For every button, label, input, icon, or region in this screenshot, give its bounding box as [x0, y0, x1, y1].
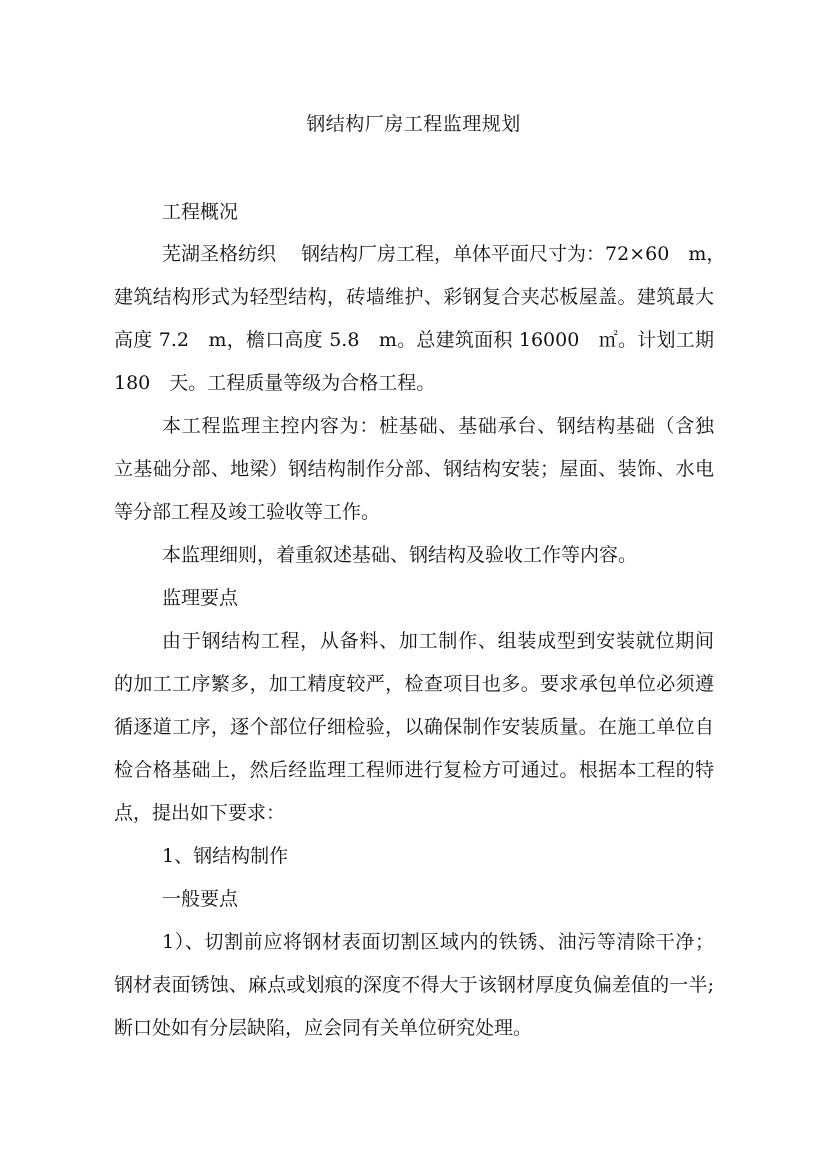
paragraph-line: 180 天。工程质量等级为合格工程。: [114, 372, 436, 394]
paragraph-line: 的加工工序繁多，加工精度较严，检查项目也多。要求承包单位必须遵: [114, 673, 714, 695]
paragraph-line: 本工程监理主控内容为：桩基础、基础承台、钢结构基础（含独: [162, 415, 714, 437]
paragraph-line: 由于钢结构工程，从备料、加工制作、组装成型到安装就位期间: [162, 630, 714, 652]
paragraph-line: 立基础分部、地梁）钢结构制作分部、钢结构安装；屋面、装饰、水电: [114, 458, 714, 480]
paragraph-line: 循逐道工序，逐个部位仔细检验，以确保制作安装质量。在施工单位自: [114, 716, 714, 738]
paragraph-line: 本监理细则，着重叙述基础、钢结构及验收工作等内容。: [162, 544, 638, 566]
paragraph-line: 检合格基础上，然后经监理工程师进行复检方可通过。根据本工程的特: [114, 759, 714, 781]
paragraph-line: 1）、切割前应将钢材表面切割区域内的铁锈、油污等清除干净；: [162, 931, 714, 953]
section-heading-overview: 工程概况: [162, 201, 239, 223]
document-title: 钢结构厂房工程监理规划: [306, 113, 521, 135]
paragraph-line: 高度 7.2 m，檐口高度 5.8 m。总建筑面积 16000 ㎡。计划工期: [114, 329, 714, 351]
paragraph-line: 断口处如有分层缺陷，应会同有关单位研究处理。: [114, 1017, 533, 1039]
paragraph-line: 芜湖圣格纺织 钢结构厂房工程，单体平面尺寸为：72×60 m，: [162, 243, 726, 265]
subsection-heading-general: 一般要点: [162, 888, 239, 910]
paragraph-line: 钢材表面锈蚀、麻点或划痕的深度不得大于该钢材厚度负偏差值的一半;: [114, 974, 714, 996]
paragraph-line: 点，提出如下要求：: [114, 802, 286, 824]
section-heading-steel-fabrication: 1、钢结构制作: [162, 845, 289, 867]
paragraph-line: 建筑结构形式为轻型结构，砖墙维护、彩钢复合夹芯板屋盖。建筑最大: [114, 286, 714, 308]
paragraph-line: 等分部工程及竣工验收等工作。: [114, 501, 381, 523]
section-heading-key-points: 监理要点: [162, 587, 239, 609]
